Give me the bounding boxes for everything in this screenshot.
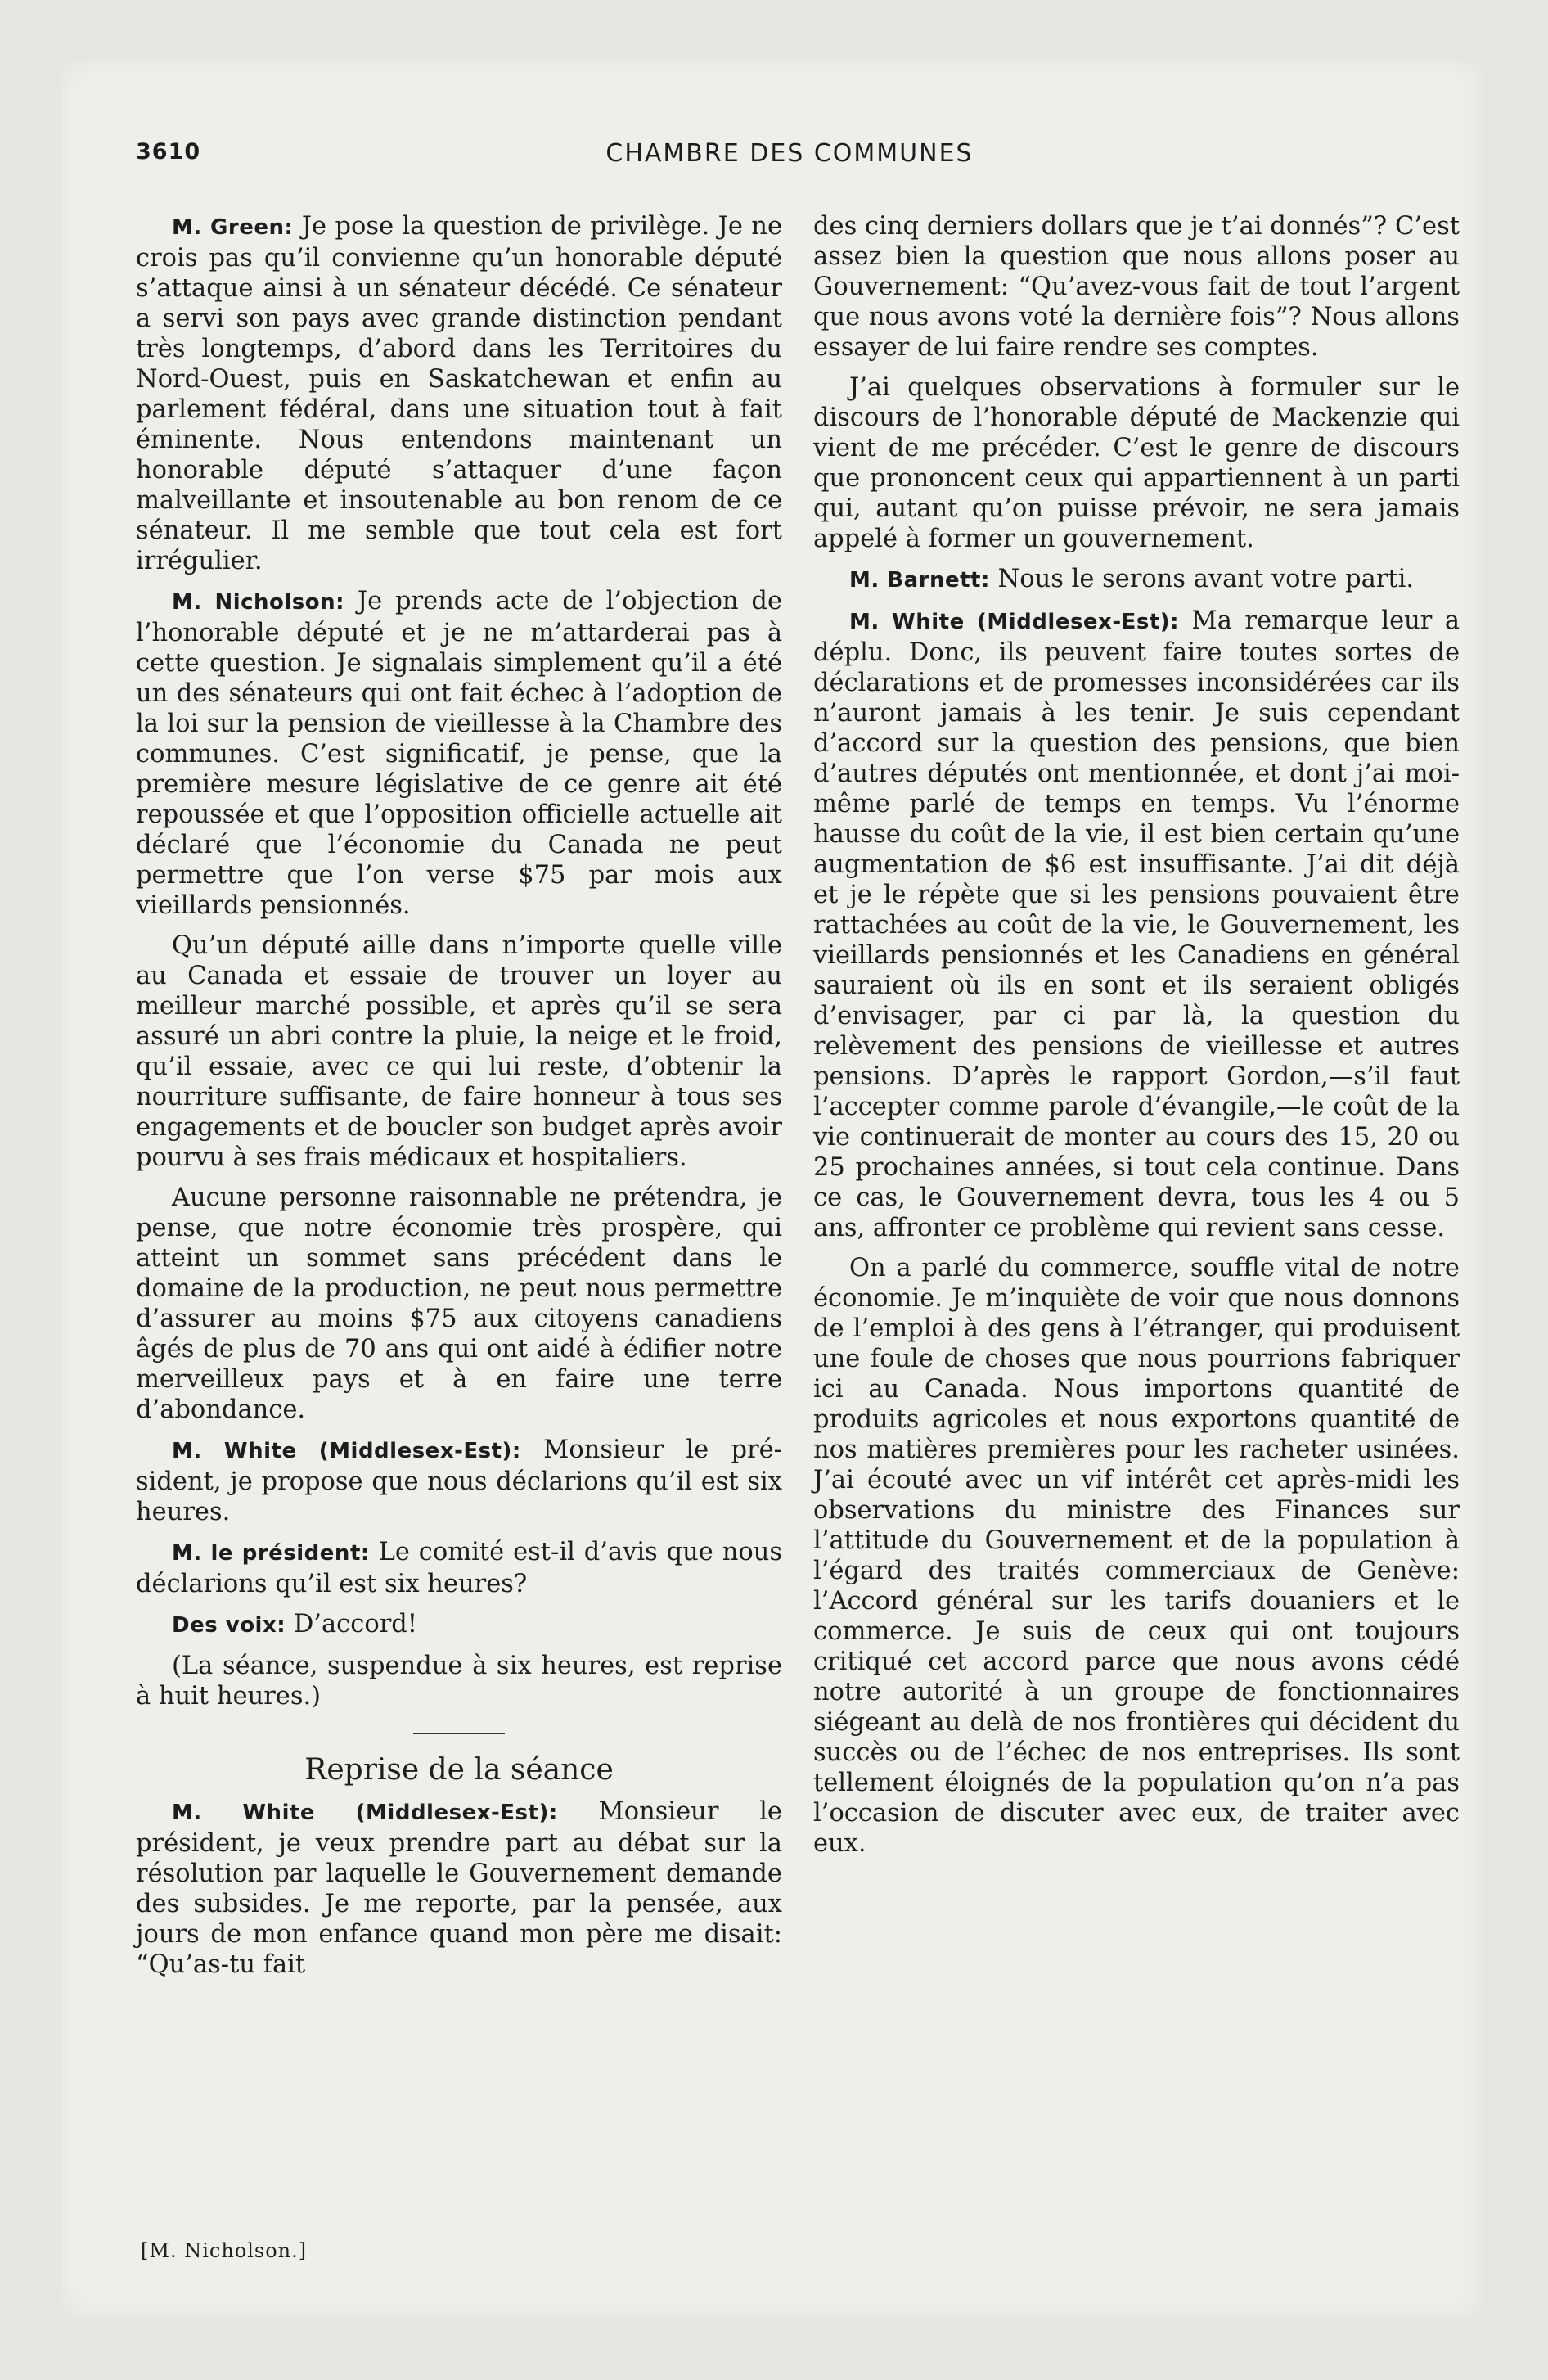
speech-text: Aucune personne raisonnable ne prétendra, je pense, que notre économie très prospère, qui atteint un sommet sans précédent dans le domaine de la production, ne peut nous permettre d’assurer au moins $75 aux citoyens canadiens âgés de plus de 70 ans qui ont aidé à édifier notre merveilleux pays et à en faire une terre d’abondance. [136,1183,782,1424]
speaker-name: M. White (Middlesex-Est): [172,1801,558,1825]
paragraph [136,1796,782,1980]
speaker-name: M. Barnett: [849,568,990,593]
speech-text: On a parlé du commerce, souffle vital de notre économie. Je m’inquiète de voir que nous donnons de l’emploi à des gens à l’étranger, qui produisent une foule de choses que nous pourrions fabriquer ici au Canada. Nous importons quantité de produits agricoles et nous exportons quantité de nos matières premières pour les racheter usinées. J’ai écouté avec un vif intérêt cet après-midi les observations du ministre des Finances sur l’attitude du Gouvernement et de la population à l’égard des traités commerciaux de Genève: l’Accord général sur les tarifs douaniers et le commerce. Je suis de ceux qui ont toujours critiqué cet accord parce que nous avons cédé notre autorité à un groupe de fonctionnaires siégeant au delà de nos frontières qui décident du succès ou de l’échec de nos entreprises. Ils sont tellement éloignés de la population qu’on n’a pas l’occasion de discuter avec eux, de traiter avec eux. [813,1254,1460,1858]
speech-text: Je prends acte de l’objection de l’honorable député et je ne m’attarderai pas à cette question. Je signalais simplement qu’il a été un des sénateurs qui ont fait échec à l’adoption de la loi sur la pension de vieillesse à la Chambre des communes. C’est significatif, je pense, que la première mesure législative de ce genre ait été repoussée et que l’opposition officielle actuelle ait déclaré que l’économie du Canada ne peut permettre que l’on verse $75 par mois aux vieillards pensionnés. [136,587,782,920]
paragraph [136,211,782,576]
paragraph [813,1253,1460,1859]
speaker-name: Des voix: [172,1613,286,1638]
paragraph [136,1609,782,1641]
section-heading: Reprise de la séance [304,1753,614,1787]
speaker-name: M. Nicholson: [172,590,345,615]
speech-text: Le comité est-il d’avis que nous déclarions qu’il est six heures? [136,1538,783,1598]
speech-text: Qu’un député aille dans n’importe quelle ville au Canada et essaie de trouver un loyer au meilleur marché possible, et après qu’il se sera assuré un abri contre la pluie, la neige et le froid, qu’il essaie, avec ce qui lui reste, d’obtenir la nourriture suffisante, de faire honneur à tous ses engagements et de boucler son budget après avoir pourvu à ses frais médicaux et hospitaliers. [136,931,782,1172]
speaker-name: M. le président: [172,1541,370,1566]
speech-text: Monsieur le président, je veux prendre part au débat sur la résolution par laquelle le Gouvernement demande des subsides. Je me reporte, par la pensée, aux jours de mon enfance quand mon père me disait: “Qu’as-tu fait [136,1797,782,1979]
speech-text: Monsieur le président, je propose que nous déclarions qu’il est six heures. [136,1436,782,1526]
running-title: CHAMBRE DES COMMUNES [605,139,974,168]
paragraph [813,211,1460,363]
paragraph [136,586,782,921]
speaker-name: M. White (Middlesex-Est): [172,1439,521,1463]
speaker-name: M. White (Middlesex-Est): [849,610,1180,634]
paragraph [136,931,782,1173]
speech-text: des cinq derniers dollars que je t’ai donnés”? C’est assez bien la question que nous allons poser au Gouvernement: “Qu’avez-vous fait de tout l’argent que nous avons voté la dernière fois”? Nous allons essayer de lui faire rendre ses comptes. [813,212,1460,362]
paragraph [136,1183,782,1425]
footer-speaker-ref: [M. Nicholson.] [141,2239,308,2262]
paragraph [813,606,1460,1243]
paragraph [136,1651,782,1711]
paragraph [813,564,1460,596]
paragraph [813,372,1460,554]
speech-text: J’ai quelques observations à formuler sur le discours de l’honorable député de Mackenzie qui vient de me précéder. C’est le genre de discours que prononcent ceux qui appartiennent à un parti qui, autant qu’on puisse prévoir, ne sera jamais appelé à former un gouvernement. [813,373,1460,553]
speech-text: Nous le serons avant votre parti. [989,565,1415,593]
paragraph [136,1435,782,1527]
page-number: 3610 [136,139,201,165]
speech-text: Ma remarque leur a déplu. Donc, ils peuvent faire toutes sortes de déclarations et de promesses inconsidérées car ils n’auront jamais à les tenir. Je suis cependant d’accord sur la question des pensions, que bien d’autres députés ont mentionnée, et dont j’ai moi-même parlé de temps en temps. Vu l’énorme hausse du coût de la vie, il est bien certain qu’une augmentation de $6 est insuffisante. J’ai dit déjà et je le répète que si les pensions pouvaient être rattachées au coût de la vie, le Gouvernement, les vieillards pensionnés et les Canadiens en général sauraient où ils en sont et ils seraient obligés d’envisager, par ci par là, la question du relèvement des pensions de vieillesse et autres pensions. D’après le rapport Gordon,—s’il faut l’accepter comme parole d’évangile,—le coût de la vie continuerait de monter au cours des 15, 20 ou 25 prochaines années, si tout cela continue. Dans ce cas, le Gouvernement devra, tous les 4 ou 5 ans, affronter ce problème qui revient sans cesse. [813,606,1460,1242]
speech-text: Je pose la question de privilège. Je ne crois pas qu’il convienne qu’un honorable député s’attaque ainsi à un sénateur décédé. Ce sénateur a servi son pays avec grande distinction pendant très longtemps, d’abord dans les Territoires du Nord-Ouest, puis en Saskatchewan et enfin au parlement fédéral, dans une situation tout à fait éminente. Nous entendons maintenant un honorable député s’attaquer d’une façon malveillante et insoutenable au bon renom de ce sénateur. Il me semble que tout cela est fort irrégulier. [136,212,783,575]
page-header [136,139,1443,180]
speech-text: D’accord! [286,1610,418,1639]
speech-text: (La séance, suspendue à six heures, est reprise à huit heures.) [136,1652,782,1711]
left-column [136,211,782,1990]
right-column [813,211,1460,1868]
paragraph [136,1537,782,1599]
section-divider [413,1733,505,1734]
speaker-name: M. Green: [172,215,294,240]
